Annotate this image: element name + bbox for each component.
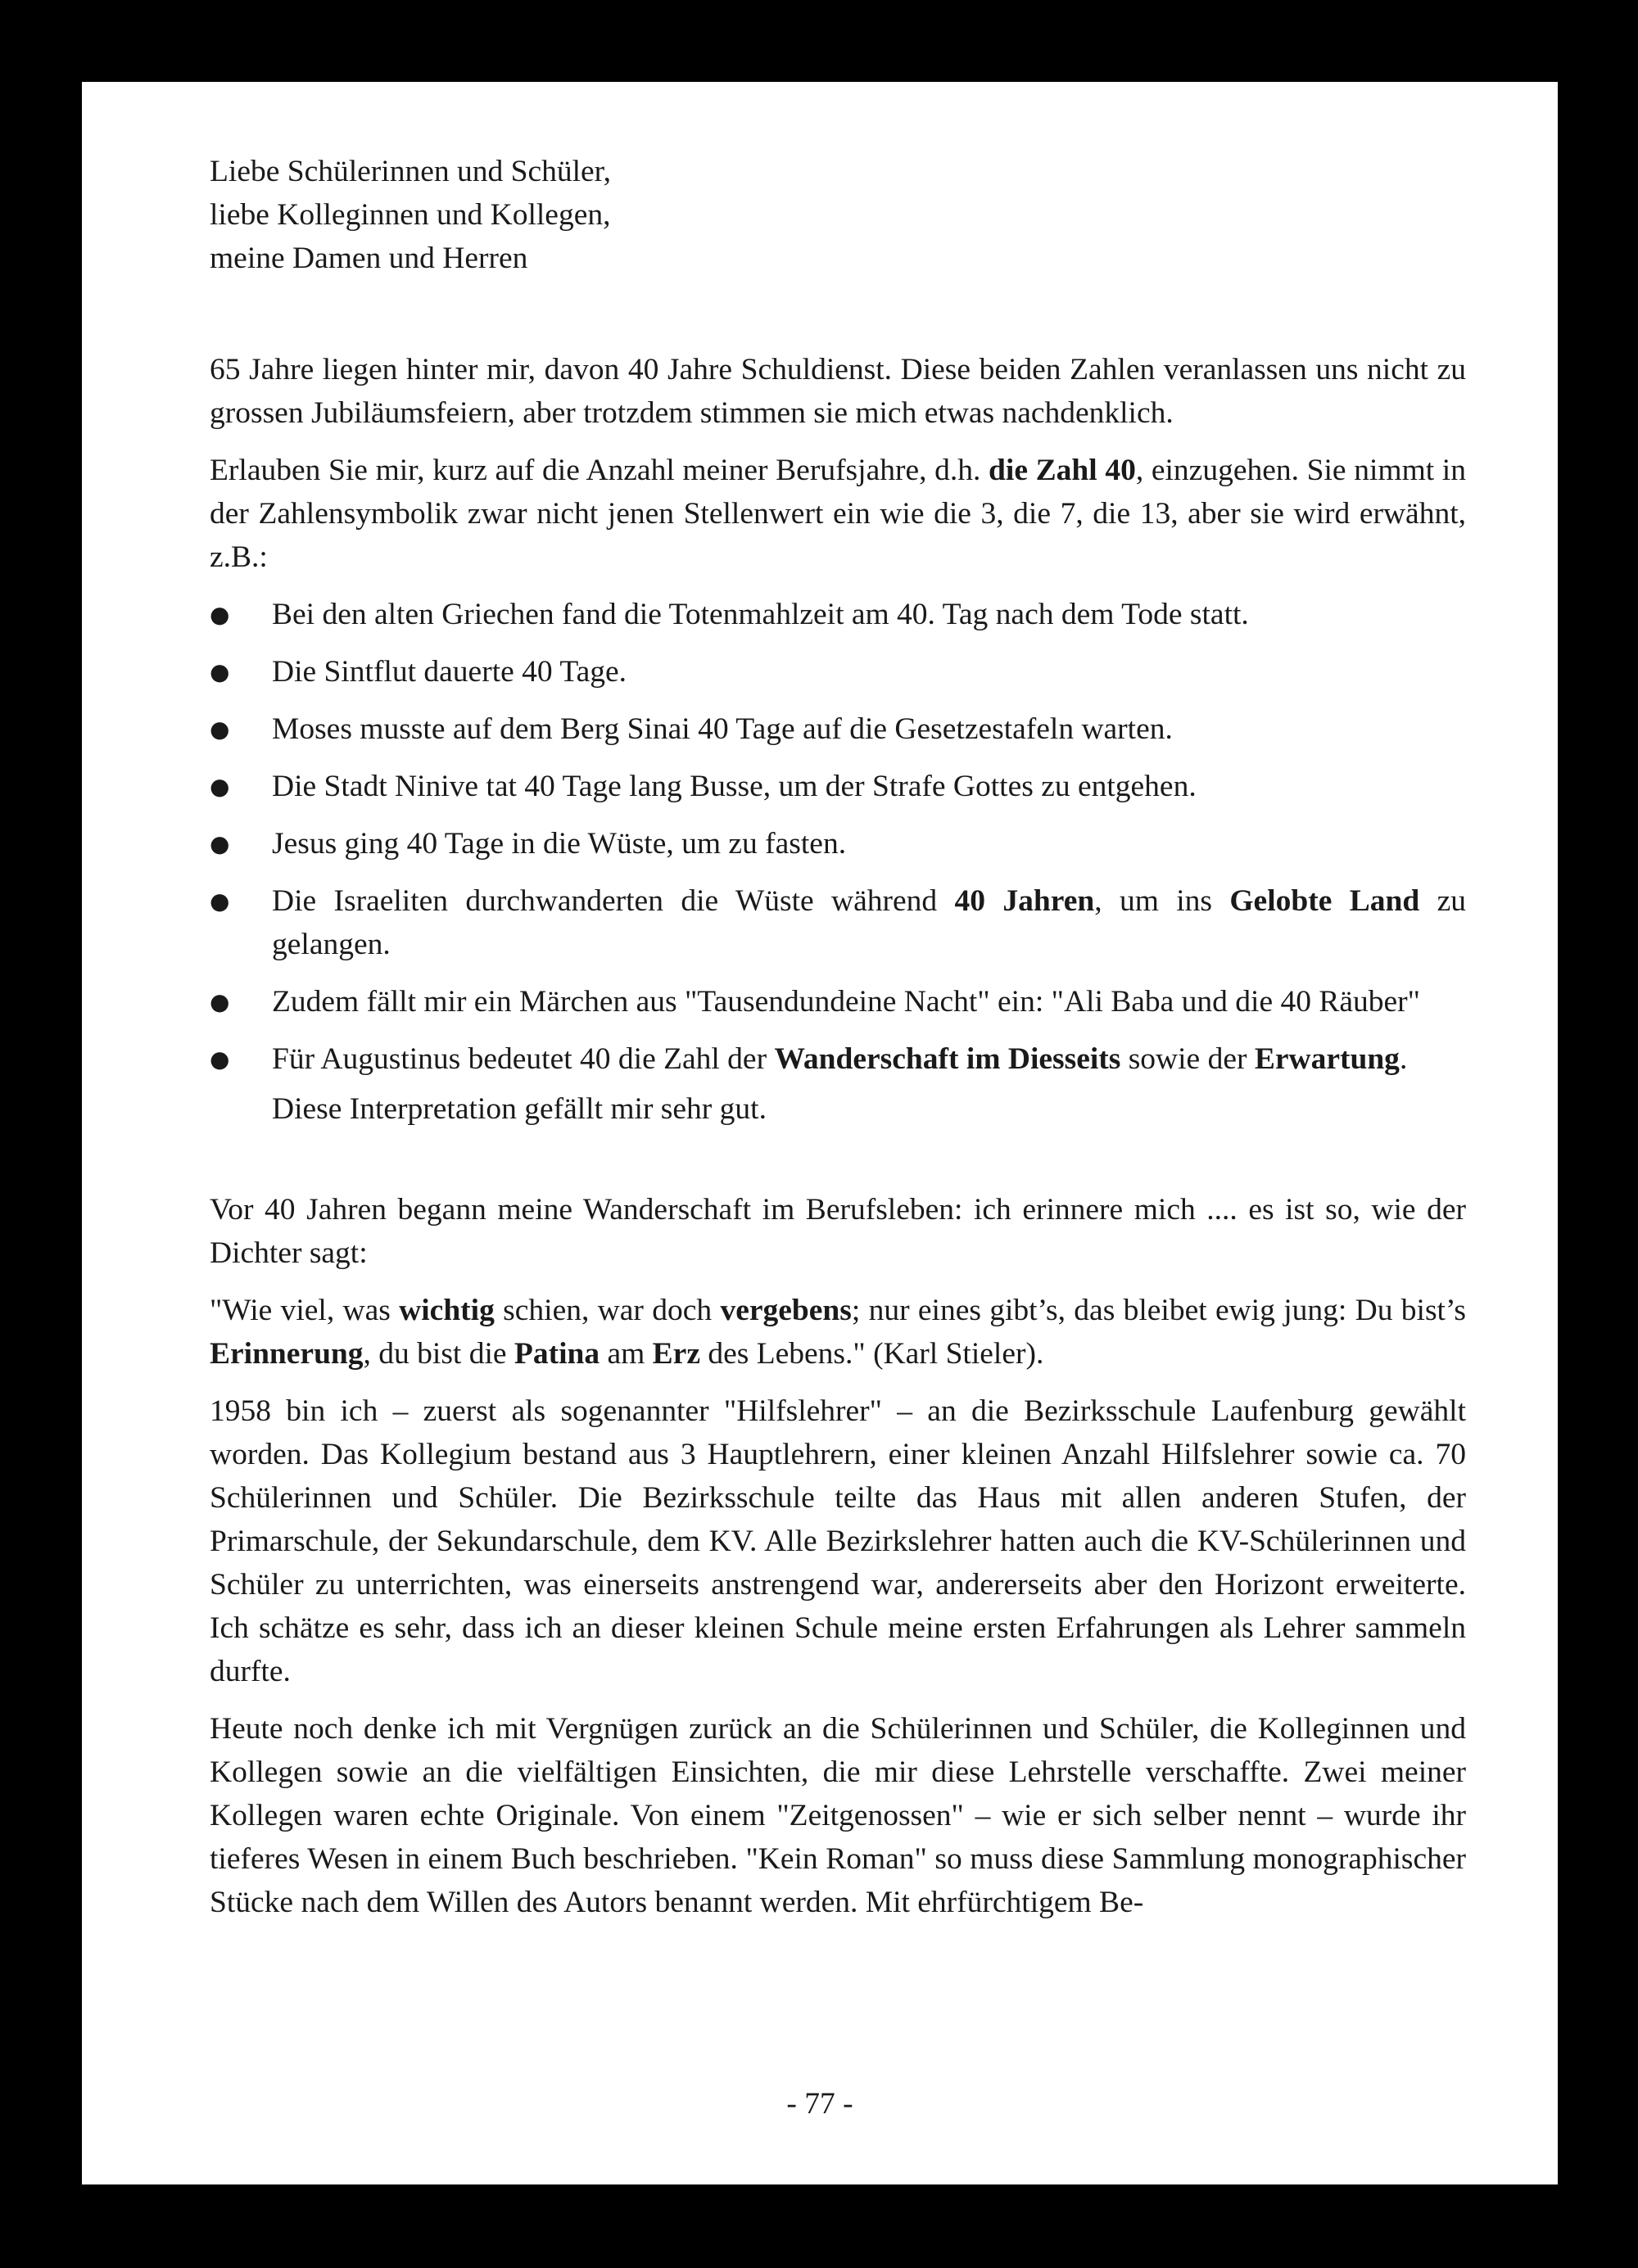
paragraph-intro: 65 Jahre liegen hinter mir, davon 40 Jahre Schuldienst. Diese beiden Zahlen veranlassen uns nicht zu grossen Jubiläumsfeiern, aber trotzdem stimmen sie mich etwas nachdenklich. — [210, 353, 1466, 430]
text-run: Für Augustinus bedeutet 40 die Zahl der — [272, 1042, 775, 1076]
bold-text: Gelobte Land — [1229, 884, 1420, 918]
text-run: . — [1399, 1042, 1408, 1076]
list-item-text: Die Sintflut dauerte 40 Tage. — [272, 655, 627, 689]
bold-text: Wanderschaft im Diesseits — [774, 1042, 1121, 1076]
list-item-text: Die Stadt Ninive tat 40 Tage lang Busse, um der Strafe Gottes zu entgehen. — [272, 770, 1197, 803]
bullet-icon: ● — [210, 773, 230, 800]
salutation-line: meine Damen und Herren — [210, 242, 528, 275]
paragraph-1958: 1958 bin ich – zuerst als sogenannter "Hilfslehrer" – an die Bezirksschule Laufenburg gewählt worden. Das Kollegium bestand aus 3 Hauptlehrern, einer kleinen Anzahl Hilfslehrer sowie ca. 70 Schülerinnen und Schüler. Die Bezirksschule teilte das Haus mit allen anderen Stufen, der Primarschule, der Sekundarschule, dem KV. Alle Bezirkslehrer hatten auch die KV-Schülerinnen und Schüler zu unterrichten, was einerseits anstrengend war, andererseits aber den Horizont erweiterte. Ich schätze es sehr, dass ich an dieser kleinen Schule meine ersten Erfahrungen als Lehrer sammeln durfte. — [210, 1394, 1466, 1688]
list-item-text: Moses musste auf dem Berg Sinai 40 Tage auf die Gesetzestafeln warten. — [272, 712, 1173, 746]
bullet-list — [210, 593, 1466, 1081]
paragraph-wanderschaft: Vor 40 Jahren begann meine Wanderschaft im Berufsleben: ich erinnere mich .... es ist so, wie der Dichter sagt: — [210, 1193, 1466, 1270]
list-item — [210, 765, 1466, 808]
text-run: , du bist die — [363, 1337, 514, 1371]
text-run: des Lebens." (Karl Stieler). — [699, 1337, 1044, 1371]
text-run: Die Israeliten durchwanderten die Wüste während — [272, 884, 955, 918]
bullet-icon: ● — [210, 830, 230, 857]
document-page — [82, 82, 1558, 2184]
quote-paragraph — [210, 1289, 1466, 1376]
bullet-icon: ● — [210, 888, 230, 915]
page-body — [210, 150, 1466, 1924]
text-run: ; nur eines gibt’s, das bleibet ewig jung: Du bist’s — [851, 1294, 1466, 1327]
bold-text: Patina — [514, 1337, 600, 1371]
list-note: Diese Interpretation gefällt mir sehr gut. — [272, 1092, 767, 1126]
bullet-icon: ● — [210, 716, 230, 743]
list-item — [210, 650, 1466, 694]
text-run: schien, war doch — [494, 1294, 721, 1327]
bold-text: Erz — [652, 1337, 700, 1371]
bold-text: die Zahl 40 — [989, 454, 1136, 487]
bullet-icon: ● — [210, 1046, 230, 1073]
salutation — [210, 150, 1466, 280]
salutation-line: liebe Kolleginnen und Kollegen, — [210, 198, 611, 232]
bullet-icon: ● — [210, 988, 230, 1015]
list-item — [210, 879, 1466, 966]
text-run: "Wie viel, was — [210, 1294, 400, 1327]
text-run: sowie der — [1120, 1042, 1255, 1076]
list-item-text: Bei den alten Griechen fand die Totenmahlzeit am 40. Tag nach dem Tode statt. — [272, 598, 1249, 631]
list-item-text: Jesus ging 40 Tage in die Wüste, um zu fasten. — [272, 827, 847, 861]
bullet-icon: ● — [210, 658, 230, 685]
salutation-line: Liebe Schülerinnen und Schüler, — [210, 155, 612, 188]
paragraph-colleagues: Heute noch denke ich mit Vergnügen zurück an die Schülerinnen und Schüler, die Kolleginnen und Kollegen sowie an die vielfältigen Einsichten, die mir diese Lehrstelle verschaffte. Zwei meiner Kollegen waren echte Originale. Von einem "Zeitgenossen" – wie er sich selber nennt – wurde ihr tieferes Wesen in einem Buch beschrieben. "Kein Roman" so muss diese Sammlung monographischer Stücke nach dem Willen des Autors benannt werden. Mit ehrfürchtigem Be- — [210, 1712, 1466, 1919]
list-item — [210, 1037, 1466, 1081]
list-item — [210, 980, 1466, 1023]
list-item — [210, 822, 1466, 865]
bold-text: 40 Jahren — [954, 884, 1095, 918]
page-number: - 77 - — [786, 2087, 853, 2121]
list-item — [210, 707, 1466, 751]
text-run: am — [600, 1337, 653, 1371]
bold-text: wichtig — [399, 1294, 495, 1327]
text-run: Erlauben Sie mir, kurz auf die Anzahl meiner Berufsjahre, d.h. — [210, 454, 989, 487]
bold-text: Erinnerung — [210, 1337, 364, 1371]
bold-text: Erwartung — [1254, 1042, 1400, 1076]
list-item-text: Zudem fällt mir ein Märchen aus "Tausendundeine Nacht" ein: "Ali Baba und die 40 Räuber" — [272, 985, 1420, 1019]
paragraph-number-40 — [210, 449, 1466, 579]
text-run: , einzugehen. Sie nimmt in der Zahlensymbolik zwar nicht jenen Stellenwert ein wie die 3, die 7, die 13, aber sie wird erwähnt, z.B.: — [210, 454, 1466, 574]
text-run: zu gelangen. — [272, 884, 1466, 961]
bullet-icon: ● — [210, 601, 230, 628]
list-item — [210, 593, 1466, 636]
bold-text: vergebens — [720, 1294, 852, 1327]
text-run: , um ins — [1094, 884, 1230, 918]
